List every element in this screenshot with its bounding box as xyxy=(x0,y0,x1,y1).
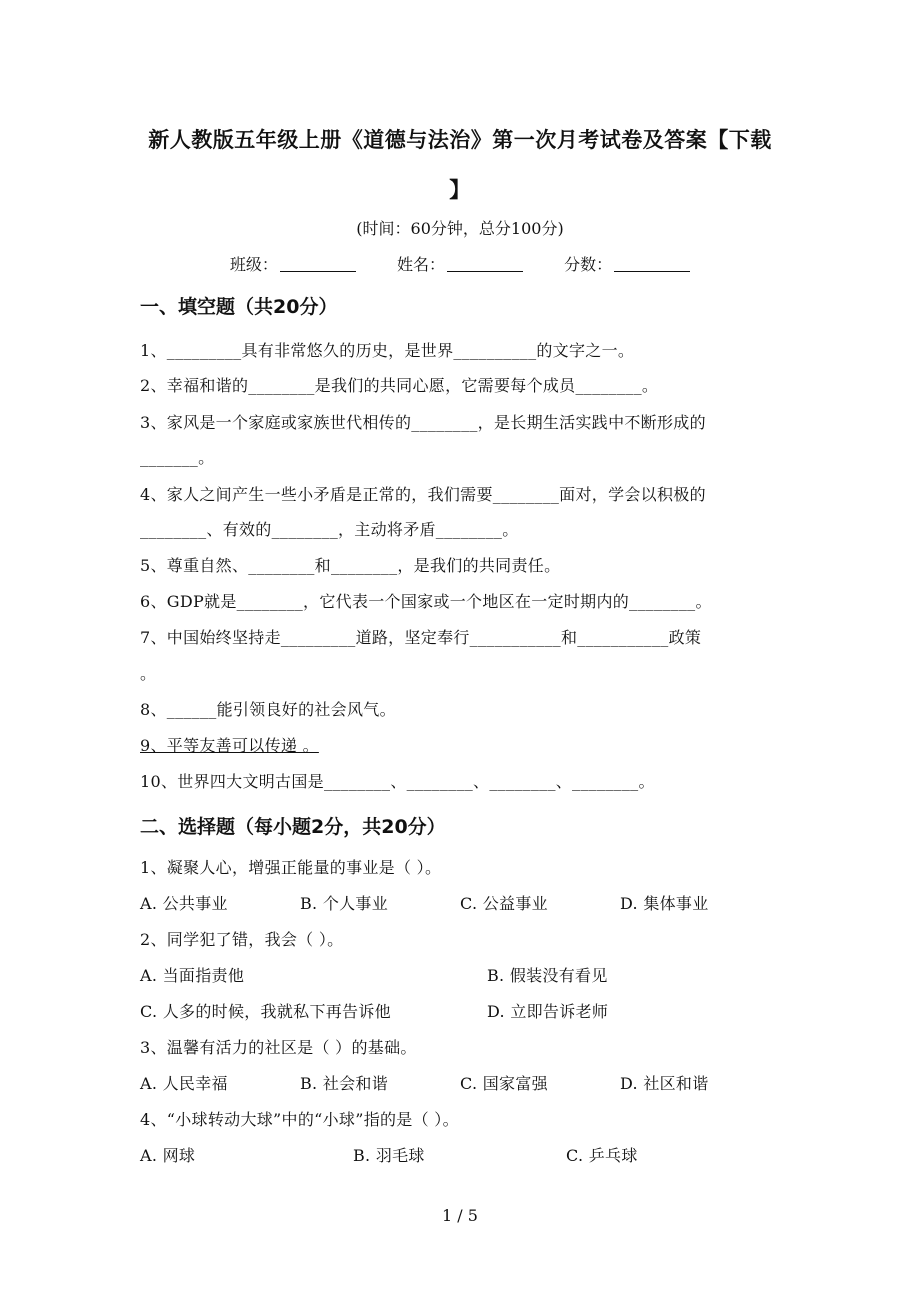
option-b: B. 假装没有看见 xyxy=(487,966,608,985)
fill-question-4-cont: ________、有效的________，主动将矛盾________。 xyxy=(140,520,519,539)
fill-question-3-cont: _______。 xyxy=(140,448,215,467)
exam-title-continued: 】 xyxy=(449,178,471,202)
fill-question-7-cont: 。 xyxy=(140,664,157,683)
section-choice-heading: 二、选择题（每小题2分，共20分） xyxy=(140,816,446,838)
name-field xyxy=(397,252,523,275)
page-number: 1 / 5 xyxy=(442,1206,478,1225)
class-blank xyxy=(280,257,356,272)
section-fill-in-heading: 一、填空题（共20分） xyxy=(140,296,338,318)
fill-question-5: 5、尊重自然、________和________，是我们的共同责任。 xyxy=(140,556,561,575)
choice-question-4: 4、“小球转动大球”中的“小球”指的是（ ）。 xyxy=(140,1110,459,1129)
option-c: C. 国家富强 xyxy=(460,1074,548,1093)
choice-question-1: 1、凝聚人心，增强正能量的事业是（ ）。 xyxy=(140,858,442,877)
option-d: D. 社区和谐 xyxy=(620,1074,709,1093)
option-a: A. 网球 xyxy=(140,1146,196,1165)
class-label: 班级： xyxy=(229,255,278,274)
fill-question-3: 3、家风是一个家庭或家族世代相传的________，是长期生活实践中不断形成的 xyxy=(140,413,706,432)
option-b: B. 个人事业 xyxy=(300,894,389,913)
option-b: B. 羽毛球 xyxy=(353,1146,425,1165)
fill-question-1: 1、_________具有非常悠久的历史，是世界__________的文字之一。 xyxy=(140,341,635,360)
name-label: 姓名： xyxy=(396,255,445,274)
class-field xyxy=(230,252,356,275)
fill-question-6: 6、GDP就是________，它代表一个国家或一个地区在一定时期内的________。 xyxy=(140,592,712,611)
option-c: C. 公益事业 xyxy=(460,894,548,913)
fill-question-4: 4、家人之间产生一些小矛盾是正常的，我们需要________面对，学会以积极的 xyxy=(140,485,706,504)
fill-question-7: 7、中国始终坚持走_________道路，坚定奉行___________和___________政策 xyxy=(140,628,702,647)
option-b: B. 社会和谐 xyxy=(300,1074,389,1093)
option-a: A. 当面指责他 xyxy=(140,966,245,985)
student-info-row xyxy=(0,252,920,275)
exam-time-info: (时间：60分钟，总分100分) xyxy=(356,219,564,238)
fill-question-8: 8、______能引领良好的社会风气。 xyxy=(140,700,396,719)
option-a: A. 公共事业 xyxy=(140,894,228,913)
option-c: C. 人多的时候，我就私下再告诉他 xyxy=(140,1002,391,1021)
option-c: C. 乒乓球 xyxy=(566,1146,638,1165)
score-label: 分数： xyxy=(564,255,613,274)
name-blank xyxy=(447,257,523,272)
fill-question-9: 9、平等友善可以传递 。 xyxy=(140,736,319,755)
exam-title: 新人教版五年级上册《道德与法治》第一次月考试卷及答案【下载 xyxy=(148,128,772,152)
fill-question-2: 2、幸福和谐的________是我们的共同心愿，它需要每个成员________。 xyxy=(140,376,659,395)
choice-question-3: 3、温馨有活力的社区是（ ）的基础。 xyxy=(140,1038,417,1057)
option-a: A. 人民幸福 xyxy=(140,1074,228,1093)
fill-question-10: 10、世界四大文明古国是________、________、________、________。 xyxy=(140,772,655,791)
option-d: D. 立即告诉老师 xyxy=(487,1002,609,1021)
score-field xyxy=(564,252,690,275)
score-blank xyxy=(614,257,690,272)
option-d: D. 集体事业 xyxy=(620,894,709,913)
choice-question-2: 2、同学犯了错，我会（ ）。 xyxy=(140,930,344,949)
